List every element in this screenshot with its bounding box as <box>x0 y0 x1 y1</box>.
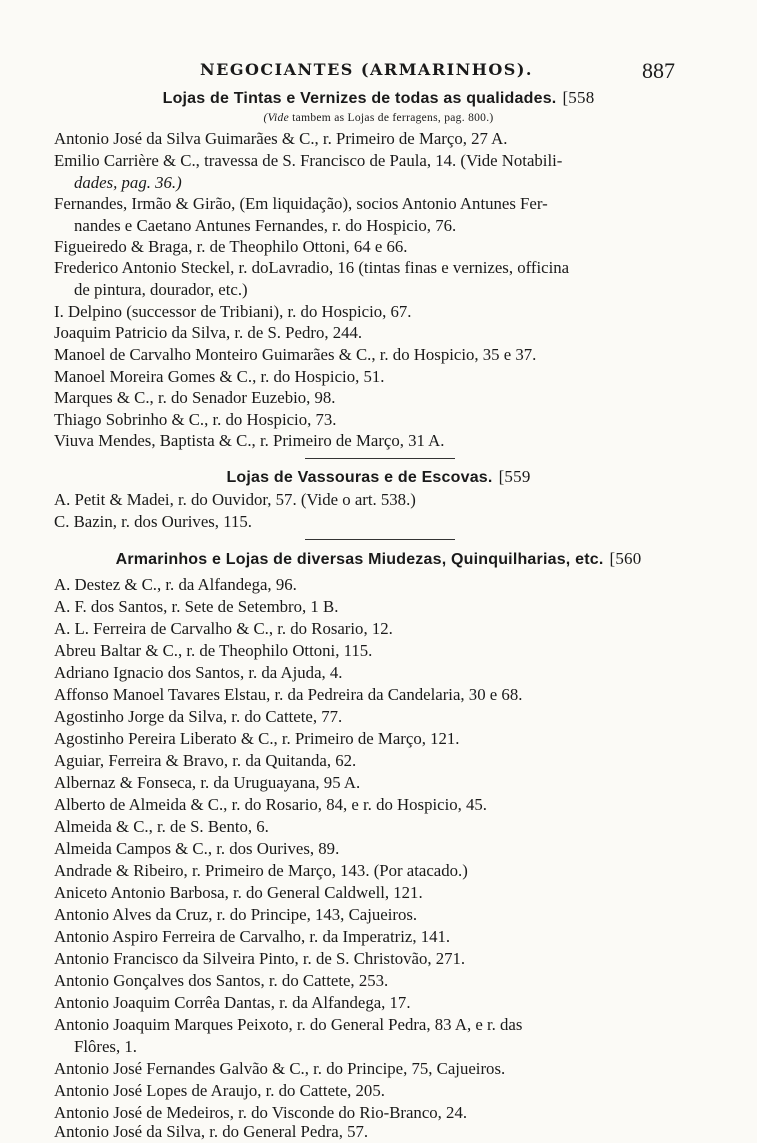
list-item <box>54 948 694 970</box>
entry-line: Antonio José de Medeiros, r. do Visconde do Rio-Branco, 24. <box>54 1103 468 1122</box>
entry-line: Antonio Joaquim Corrêa Dantas, r. da Alfandega, 17. <box>54 993 411 1012</box>
list-item <box>54 772 694 794</box>
entry-line: Frederico Antonio Steckel, r. doLavradio, 16 (tintas finas e vernizes, officina <box>54 258 570 277</box>
list-item <box>54 1080 694 1102</box>
list-item <box>54 706 694 728</box>
entry-line: Andrade & Ribeiro, r. Primeiro de Março, 143. (Por atacado.) <box>54 861 468 880</box>
entry-line: Flôres, 1. <box>74 1036 137 1056</box>
list-item <box>54 344 694 366</box>
page-number: 887 <box>642 58 675 83</box>
section-number: [559 <box>498 467 531 486</box>
running-title: NEGOCIANTES (ARMARINHOS). <box>200 60 533 79</box>
section-number: [560 <box>609 549 642 568</box>
entry-line: Almeida & C., r. de S. Bento, 6. <box>54 817 269 836</box>
entry-line: Manoel de Carvalho Monteiro Guimarães & C., r. do Hospicio, 35 e 37. <box>54 345 537 364</box>
list-item <box>54 926 694 948</box>
list-item <box>54 489 694 511</box>
list-item <box>54 640 694 662</box>
entry-line: de pintura, dourador, etc.) <box>74 279 248 299</box>
entry-line: Fernandes, Irmão & Girão, (Em liquidação), socios Antonio Antunes Fer- <box>54 194 548 213</box>
list-item <box>54 387 694 409</box>
section-note <box>0 112 757 124</box>
entry-line: Antonio Joaquim Marques Peixoto, r. do General Pedra, 83 A, e r. das <box>54 1015 523 1034</box>
list-item <box>54 574 694 596</box>
list-item <box>54 1121 694 1143</box>
running-head <box>0 60 757 84</box>
list-item <box>54 128 694 150</box>
list-item <box>54 904 694 926</box>
list-item <box>54 728 694 750</box>
entry-line: Agostinho Pereira Liberato & C., r. Primeiro de Março, 121. <box>54 729 460 748</box>
entry-line: Antonio José da Silva Guimarães & C., r. Primeiro de Março, 27 A. <box>54 129 508 148</box>
entry-line: Antonio José Lopes de Araujo, r. do Cattete, 205. <box>54 1081 385 1100</box>
entry-line: Aniceto Antonio Barbosa, r. do General Caldwell, 121. <box>54 883 423 902</box>
list-item <box>54 301 694 323</box>
section-title-560 <box>0 549 757 569</box>
entry-line: Adriano Ignacio dos Santos, r. da Ajuda, 4. <box>54 663 343 682</box>
entry-line: Emilio Carrière & C., travessa de S. Francisco de Paula, 14. (Vide Notabili- <box>54 151 563 170</box>
section-divider <box>305 458 455 459</box>
list-item <box>54 662 694 684</box>
entry-line: A. L. Ferreira de Carvalho & C., r. do Rosario, 12. <box>54 619 393 638</box>
entry-line: Thiago Sobrinho & C., r. do Hospicio, 73. <box>54 410 337 429</box>
entry-line: Joaquim Patricio da Silva, r. de S. Pedro, 244. <box>54 323 363 342</box>
section-note-prefix: (Vide <box>263 112 289 124</box>
list-item <box>54 992 694 1014</box>
entry-line: dades, pag. 36.) <box>74 172 182 192</box>
list-item <box>54 882 694 904</box>
entry-line: Antonio Aspiro Ferreira de Carvalho, r. da Imperatriz, 141. <box>54 927 451 946</box>
entry-line: Figueiredo & Braga, r. de Theophilo Ottoni, 64 e 66. <box>54 237 408 256</box>
entry-line: Antonio Francisco da Silveira Pinto, r. de S. Christovão, 271. <box>54 949 466 968</box>
list-item <box>54 150 694 193</box>
list-item <box>54 838 694 860</box>
list-item <box>54 322 694 344</box>
entry-line: Antonio José Fernandes Galvão & C., r. do Principe, 75, Cajueiros. <box>54 1059 506 1078</box>
list-item <box>54 366 694 388</box>
list-item <box>54 970 694 992</box>
entry-line: Manoel Moreira Gomes & C., r. do Hospicio, 51. <box>54 367 385 386</box>
section-heading: Lojas de Tintas e Vernizes de todas as qualidades. <box>162 90 557 107</box>
entry-line: Viuva Mendes, Baptista & C., r. Primeiro de Março, 31 A. <box>54 431 445 450</box>
list-item <box>54 257 694 300</box>
section-title-558 <box>0 88 757 108</box>
entry-line: A. Petit & Madei, r. do Ouvidor, 57. (Vide o art. 538.) <box>54 490 416 509</box>
list-item <box>54 860 694 882</box>
entry-line: Antonio Gonçalves dos Santos, r. do Cattete, 253. <box>54 971 389 990</box>
section-title-559 <box>0 467 757 487</box>
entry-line: C. Bazin, r. dos Ourives, 115. <box>54 512 252 531</box>
list-item <box>54 596 694 618</box>
list-item <box>54 193 694 236</box>
entry-line: Affonso Manoel Tavares Elstau, r. da Pedreira da Candelaria, 30 e 68. <box>54 685 523 704</box>
entry-line: Antonio José da Silva, r. do General Pedra, 57. <box>54 1122 369 1141</box>
list-item <box>54 511 694 533</box>
entry-line: Abreu Baltar & C., r. de Theophilo Ottoni, 115. <box>54 641 373 660</box>
entry-line: I. Delpino (successor de Tribiani), r. do Hospicio, 67. <box>54 302 412 321</box>
list-item <box>54 430 694 452</box>
list-item <box>54 816 694 838</box>
list-item <box>54 618 694 640</box>
entry-line: Almeida Campos & C., r. dos Ourives, 89. <box>54 839 340 858</box>
section-heading: Lojas de Vassouras e de Escovas. <box>226 469 493 486</box>
section-heading: Armarinhos e Lojas de diversas Miudezas, Quinquilharias, etc. <box>115 551 604 568</box>
entry-line: Agostinho Jorge da Silva, r. do Cattete, 77. <box>54 707 343 726</box>
entry-line: nandes e Caetano Antunes Fernandes, r. do Hospicio, 76. <box>74 215 457 235</box>
section-divider <box>305 539 455 540</box>
entry-line: Albernaz & Fonseca, r. da Uruguayana, 95 A. <box>54 773 361 792</box>
list-item <box>54 684 694 706</box>
list-item <box>54 236 694 258</box>
list-item <box>54 794 694 816</box>
entry-line: A. F. dos Santos, r. Sete de Setembro, 1 B. <box>54 597 339 616</box>
section-note-text: tambem as Lojas de ferragens, pag. 800.) <box>289 112 494 124</box>
list-item <box>54 1058 694 1080</box>
list-item <box>54 1014 694 1057</box>
entry-line: A. Destez & C., r. da Alfandega, 96. <box>54 575 297 594</box>
entry-line: Aguiar, Ferreira & Bravo, r. da Quitanda, 62. <box>54 751 357 770</box>
entry-line: Antonio Alves da Cruz, r. do Principe, 143, Cajueiros. <box>54 905 418 924</box>
entry-line: Alberto de Almeida & C., r. do Rosario, 84, e r. do Hospicio, 45. <box>54 795 488 814</box>
list-item <box>54 409 694 431</box>
section-number: [558 <box>562 88 595 107</box>
entry-line: Marques & C., r. do Senador Euzebio, 98. <box>54 388 336 407</box>
list-item <box>54 750 694 772</box>
